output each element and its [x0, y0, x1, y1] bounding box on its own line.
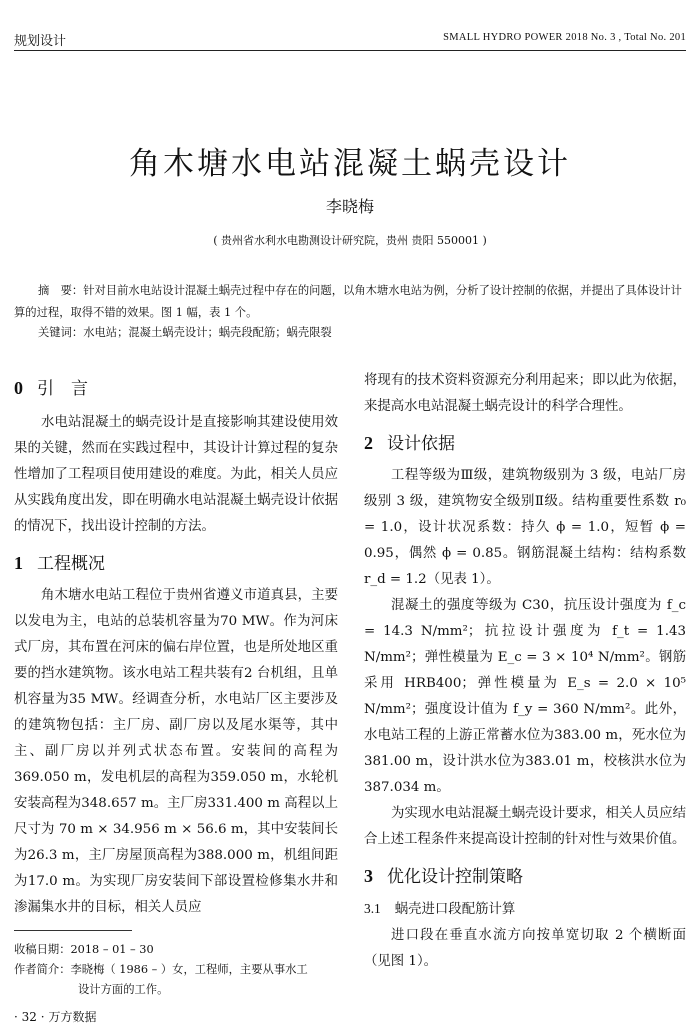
- section-title: 引 言: [37, 379, 88, 399]
- keywords: 关键词：水电站；混凝土蜗壳设计；蜗壳段配筋；蜗壳限裂: [38, 326, 332, 339]
- paragraph: 角木塘水电站工程位于贵州省遵义市道真县，主要以发电为主，电站的总装机容量为70 MW。作为河床式厂房，其布置在河床的偏右岸位置，也是所处地区重要的挡水建筑物。该水电站工程共装有2 台机组，且单机容量为35 MW。经调查分析，水电站厂区主要涉及的建筑物包括：主厂房、副厂房以及尾水渠等，其中主、副厂房以并列式状态布置。安装间的高程为369.050 m，发电机层的高程为359.050 m，水轮机安装高程为348.657 m。主厂房331.400 m 高程以上尺寸为 70 m × 34.956 m × 56.6 m，其中安装间长为26.3 m，主厂房屋顶高程为388.000 m，机组间距为17.0 m。为实现厂房安装间下部设置检修集水井和渗漏集水井的目标，相关人员应: [14, 588, 338, 915]
- section-heading-3: [364, 863, 686, 890]
- footnote-author-bio-cont: 设计方面的工作。: [78, 983, 169, 996]
- watermark: 万方数据: [48, 1010, 97, 1024]
- section-number: 1: [14, 553, 23, 573]
- right-column: [364, 368, 686, 975]
- section-title: 优化设计控制策略: [387, 867, 523, 887]
- paragraph: 为实现水电站混凝土蜗壳设计要求，相关人员应结合上述工程条件来提高设计控制的针对性与效果价值。: [364, 806, 686, 847]
- page-number: [14, 1008, 97, 1025]
- subsection-title: 蜗壳进口段配筋计算: [394, 902, 516, 917]
- section-heading-1: [14, 550, 338, 577]
- header-divider: [14, 50, 686, 51]
- abstract: 摘 要：针对目前水电站设计混凝土蜗壳过程中存在的问题，以角木塘水电站为例，分析了设计控制的依据，并提出了具体设计计算的过程，取得不错的效果。图 1 幅，表 1 个。: [14, 284, 682, 319]
- section-number: 2: [364, 433, 373, 453]
- page-number-text: · 32 ·: [14, 1010, 45, 1024]
- subsection-number: 3.1: [364, 901, 381, 916]
- section-heading-2: [364, 430, 686, 457]
- paragraph: 进口段在垂直水流方向按单宽切取 2 个横断面（见图 1）。: [364, 928, 686, 969]
- footnote-author-bio: 作者简介：李晓梅（ 1986 – ）女，工程师，主要从事水工: [14, 963, 308, 976]
- section-title: 工程概况: [37, 554, 105, 574]
- section-heading-0: [14, 375, 338, 402]
- author-affiliation: ( 贵州省水利水电勘测设计研究院，贵州 贵阳 550001 ): [213, 234, 487, 247]
- article-author: 李晓梅: [325, 197, 374, 216]
- article-title: 角木塘水电站混凝土蜗壳设计: [129, 145, 571, 182]
- paragraph: 水电站混凝土的蜗壳设计是直接影响其建设使用效果的关键，然而在实践过程中，其设计计算过程的复杂性增加了工程项目使用建设的难度。为此，相关人员应从实践角度出发，即在明确水电站混凝土蜗壳设计依据的情况下，找出设计控制的方法。: [14, 415, 338, 534]
- footnote-divider: [14, 930, 132, 931]
- footnote-received: 收稿日期：2018 – 01 – 30: [14, 943, 154, 956]
- paragraph: 混凝土的强度等级为 C30，抗压设计强度为 f_c = 14.3 N/mm²；抗拉设计强度为 f_t = 1.43 N/mm²；弹性模量为 E_c = 3 × 10⁴ N/mm²。钢筋采用 HRB400；弹性模量为 E_s = 2.0 × 10⁵ N/mm²；强度设计值为 f_y = 360 N/mm²。此外，水电站工程的上游正常蓄水位为383.00 m，死水位为381.00 m，设计洪水位为383.01 m，校核洪水位为387.034 m。: [364, 598, 686, 795]
- section-number: 0: [14, 378, 23, 398]
- header-section-label: 规划设计: [14, 34, 67, 49]
- section-title: 设计依据: [387, 434, 455, 454]
- subsection-heading-3-1: [364, 896, 686, 923]
- left-column: [14, 375, 338, 921]
- paragraph: 工程等级为Ⅲ级，建筑物级别为 3 级，电站厂房级别 3 级，建筑物安全级别Ⅱ级。结构重要性系数 r₀ = 1.0，设计状况系数：持久 ϕ = 1.0，短暂 ϕ = 0.95，偶然 ϕ = 0.85。钢筋混凝土结构：结构系数 r_d = 1.2（见表 1）。: [364, 468, 686, 587]
- section-number: 3: [364, 866, 373, 886]
- paragraph: 将现有的技术资料资源充分利用起来；即以此为依据，来提高水电站混凝土蜗壳设计的科学合理性。: [364, 373, 686, 414]
- header-journal-info: SMALL HYDRO POWER 2018 No. 3 , Total No. 201: [443, 32, 686, 43]
